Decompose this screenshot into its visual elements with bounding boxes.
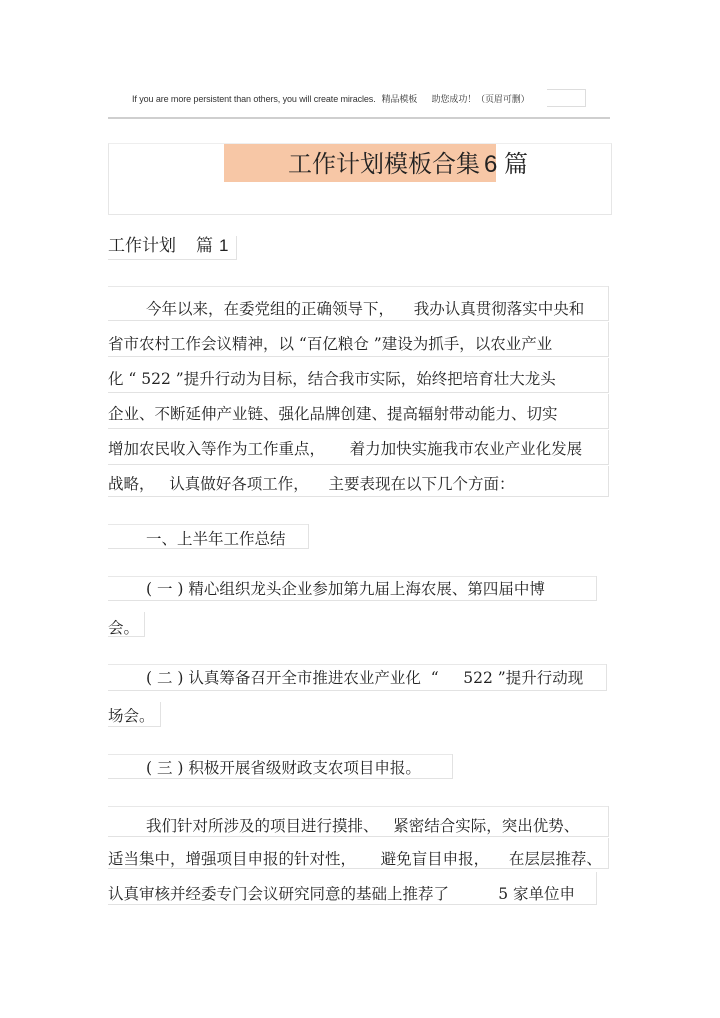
paragraph-line: 企业、不断延伸产业链、强化品牌创建、提高辐射带动能力、切实 [108,405,558,423]
header-rule [108,117,610,119]
paragraph-line: 我们针对所涉及的项目进行摸排、 紧密结合实际，突出优势、 [146,817,580,835]
paragraph-line: 认真审核并经委专门会议研究同意的基础上推荐了 5 家单位申 [108,885,576,903]
list-item: ( 三 ) 积极开展省级财政支农项目申报。 [146,759,421,777]
section-pian: 篇 [196,236,213,256]
title-count: 6 篇 [484,151,529,178]
paragraph-line: 战略， 认真做好各项工作， 主要表现在以下几个方面： [108,475,515,493]
page-header [132,92,530,105]
list-item: ( 一 ) 精心组织龙头企业参加第九届上海农展、第四届中博 [146,580,545,598]
document-title [288,146,528,183]
paragraph-line: 增加农民收入等作为工作重点， 着力加快实施我市农业产业化发展 [108,440,583,458]
subheading-summary: 一、上半年工作总结 [146,530,286,548]
header-frame [547,89,586,107]
header-motto-en: If you are more persistent than others, you will create miracles. [132,94,376,104]
paragraph-line: 适当集中，增强项目申报的针对性， 避免盲目申报， 在层层推荐、 [108,850,602,868]
title-text: 工作计划模板合集 [288,150,480,178]
section-heading [108,234,228,258]
section-number: 1 [219,236,229,255]
header-motto-cn: 精品模板 助您成功！（页眉可删） [381,94,530,104]
list-item-continued: 场会。 [108,707,155,725]
paragraph-line: 今年以来，在委党组的正确领导下， 我办认真贯彻落实中央和 [146,300,585,318]
list-item: ( 二 ) 认真筹备召开全市推进农业产业化 “ 522 ”提升行动现 [146,669,584,687]
paragraph-line: 省市农村工作会议精神，以 “百亿粮仓 ”建设为抓手，以农业产业 [108,335,553,353]
section-label: 工作计划 [108,236,176,256]
paragraph-line: 化 “ 522 ”提升行动为目标，结合我市实际，始终把培育壮大龙头 [108,370,556,388]
list-item-continued: 会。 [108,619,140,637]
